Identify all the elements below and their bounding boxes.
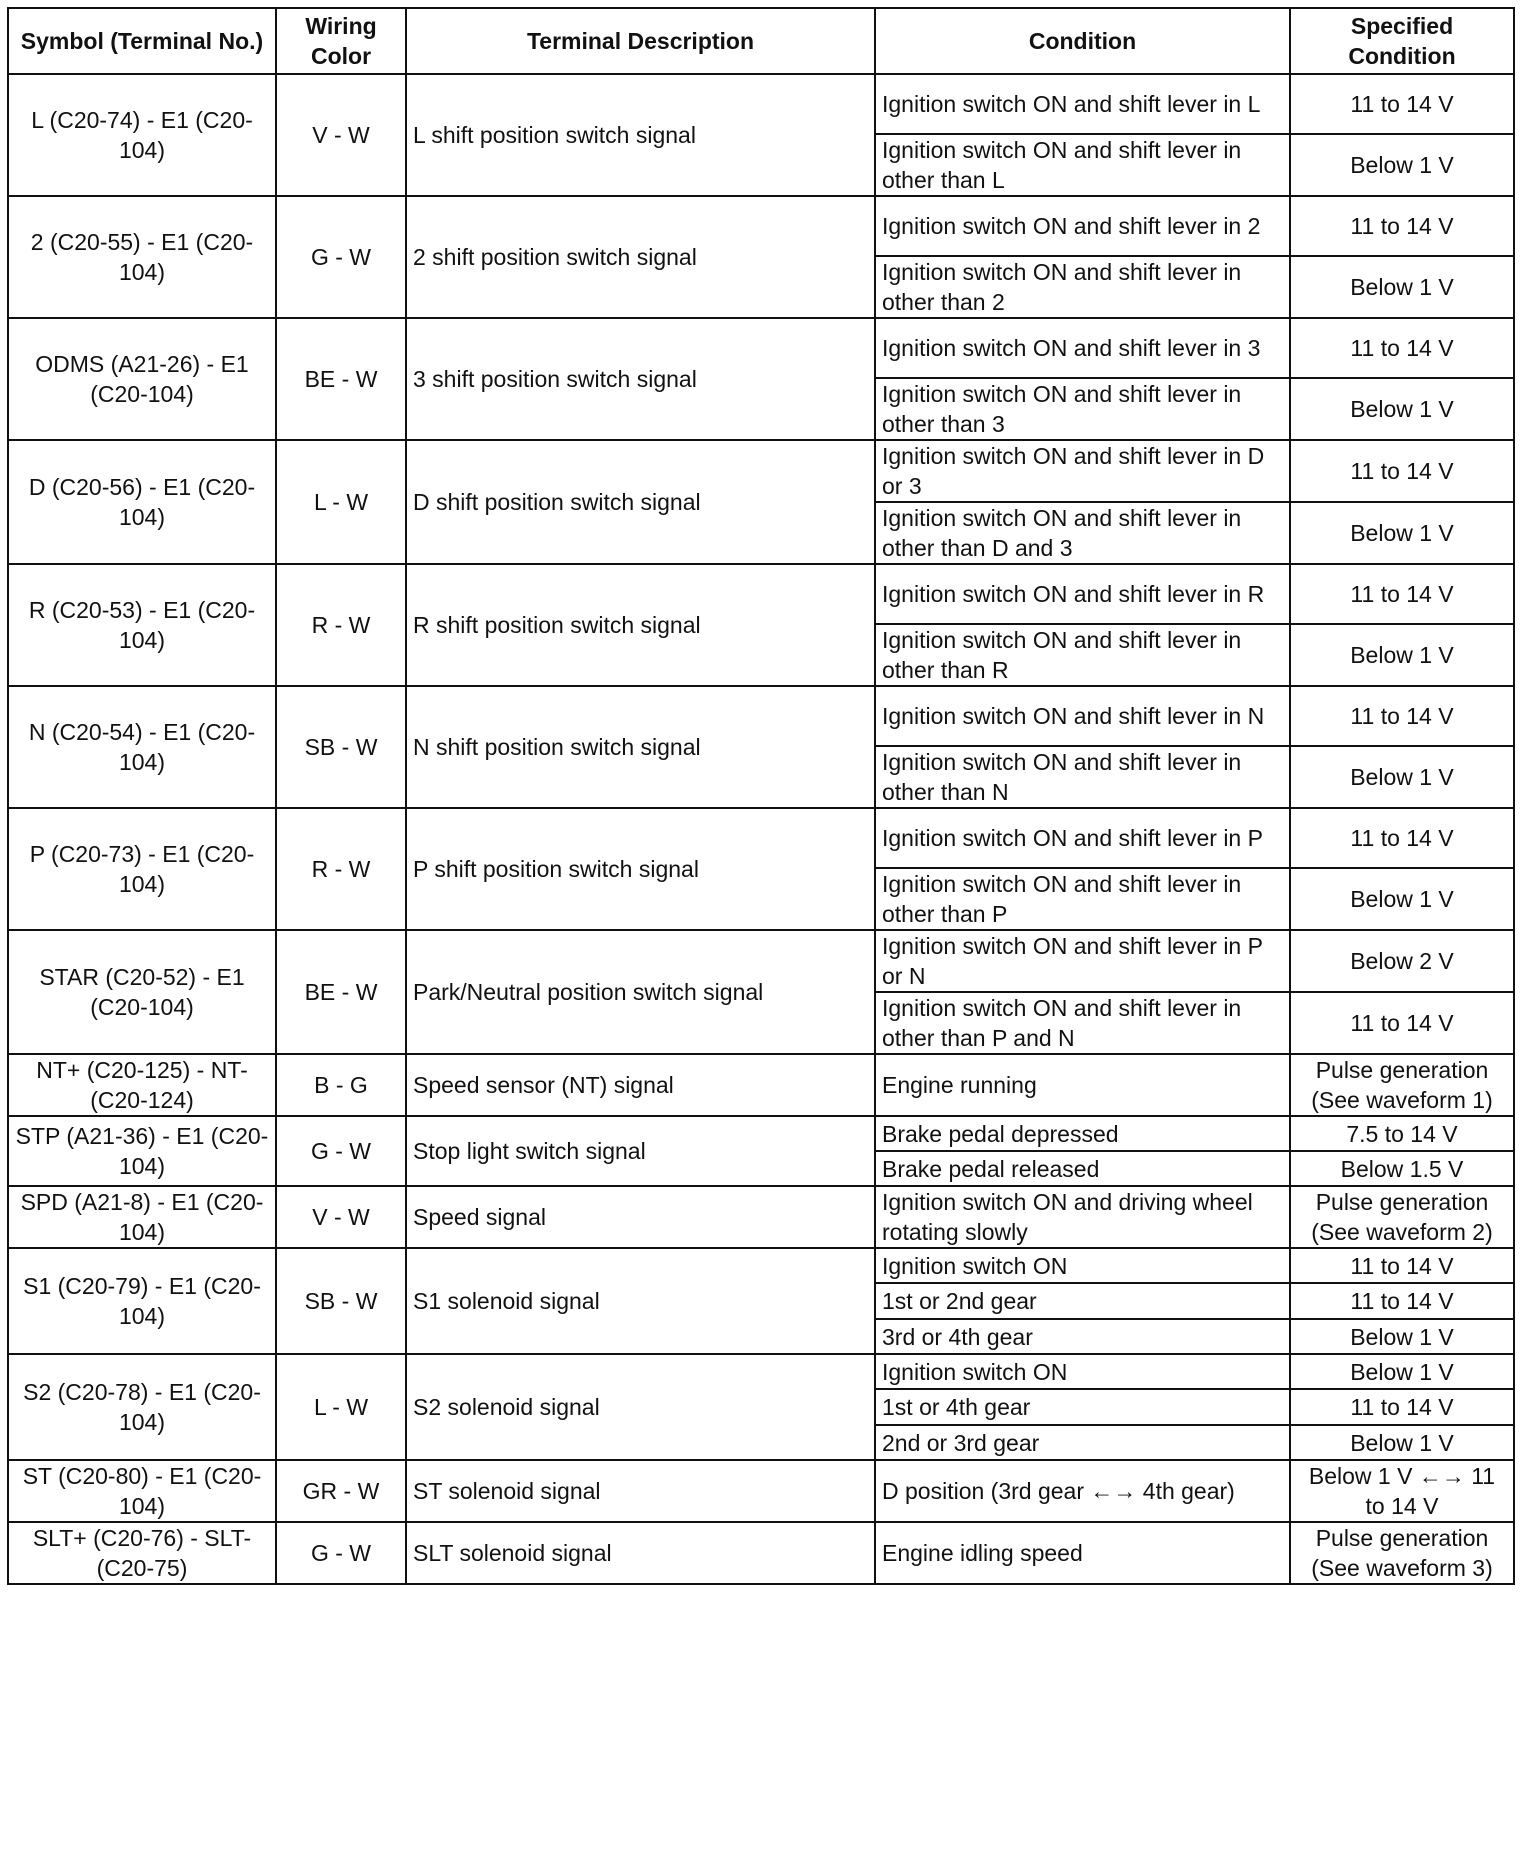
wiring-color-cell: B - G (276, 1054, 406, 1116)
specified-condition-cell: 11 to 14 V (1290, 992, 1514, 1054)
condition-cell: Ignition switch ON and shift lever in N (875, 686, 1290, 746)
table-row (8, 1054, 1514, 1116)
table-row (8, 808, 1514, 868)
symbol-cell: N (C20-54) - E1 (C20-104) (8, 686, 276, 808)
specified-condition-cell: Pulse generation (See waveform 3) (1290, 1522, 1514, 1584)
condition-cell: D position (3rd gear ←→ 4th gear) (875, 1460, 1290, 1522)
specified-condition-cell: Below 2 V (1290, 930, 1514, 992)
condition-cell: Engine idling speed (875, 1522, 1290, 1584)
condition-cell: Ignition switch ON and shift lever in D or 3 (875, 440, 1290, 502)
condition-cell: Brake pedal depressed (875, 1116, 1290, 1151)
specified-condition-cell: 11 to 14 V (1290, 564, 1514, 624)
symbol-cell: STP (A21-36) - E1 (C20-104) (8, 1116, 276, 1186)
specified-condition-cell: Below 1 V (1290, 1319, 1514, 1354)
symbol-cell: ST (C20-80) - E1 (C20-104) (8, 1460, 276, 1522)
specified-condition-cell: 11 to 14 V (1290, 1248, 1514, 1283)
specified-condition-cell: 7.5 to 14 V (1290, 1116, 1514, 1151)
terminal-description-cell: SLT solenoid signal (406, 1522, 875, 1584)
wiring-color-cell: BE - W (276, 930, 406, 1054)
table-body (8, 74, 1514, 1584)
terminal-description-cell: Stop light switch signal (406, 1116, 875, 1186)
specified-condition-cell: Below 1 V ←→ 11 to 14 V (1290, 1460, 1514, 1522)
symbol-cell: ODMS (A21-26) - E1 (C20-104) (8, 318, 276, 440)
wiring-color-cell: SB - W (276, 686, 406, 808)
condition-cell: Ignition switch ON and shift lever in other than P and N (875, 992, 1290, 1054)
terminal-spec-table (7, 7, 1515, 1585)
wiring-color-cell: L - W (276, 1354, 406, 1460)
specified-condition-cell: 11 to 14 V (1290, 686, 1514, 746)
table-row (8, 440, 1514, 502)
symbol-cell: S2 (C20-78) - E1 (C20-104) (8, 1354, 276, 1460)
condition-cell: Ignition switch ON and shift lever in other than D and 3 (875, 502, 1290, 564)
specified-condition-cell: Pulse generation (See waveform 1) (1290, 1054, 1514, 1116)
table-row (8, 318, 1514, 378)
wiring-color-cell: SB - W (276, 1248, 406, 1354)
symbol-cell: D (C20-56) - E1 (C20-104) (8, 440, 276, 564)
wiring-color-cell: R - W (276, 808, 406, 930)
specified-condition-cell: 11 to 14 V (1290, 196, 1514, 256)
symbol-cell: 2 (C20-55) - E1 (C20-104) (8, 196, 276, 318)
symbol-cell: R (C20-53) - E1 (C20-104) (8, 564, 276, 686)
condition-cell: Ignition switch ON and shift lever in other than R (875, 624, 1290, 686)
table-row (8, 686, 1514, 746)
symbol-cell: SLT+ (C20-76) - SLT- (C20-75) (8, 1522, 276, 1584)
specified-condition-cell: Below 1 V (1290, 502, 1514, 564)
condition-cell: 3rd or 4th gear (875, 1319, 1290, 1354)
condition-cell: Engine running (875, 1054, 1290, 1116)
terminal-description-cell: R shift position switch signal (406, 564, 875, 686)
terminal-description-cell: P shift position switch signal (406, 808, 875, 930)
terminal-description-cell: S1 solenoid signal (406, 1248, 875, 1354)
wiring-color-cell: L - W (276, 440, 406, 564)
specified-condition-cell: Below 1 V (1290, 1354, 1514, 1389)
symbol-cell: P (C20-73) - E1 (C20-104) (8, 808, 276, 930)
terminal-description-cell: N shift position switch signal (406, 686, 875, 808)
terminal-description-cell: L shift position switch signal (406, 74, 875, 196)
table-row (8, 1248, 1514, 1283)
specified-condition-cell: Below 1 V (1290, 134, 1514, 196)
wiring-color-cell: G - W (276, 1522, 406, 1584)
wiring-color-cell: R - W (276, 564, 406, 686)
header-wiring-color: Wiring Color (276, 8, 406, 74)
condition-cell: Ignition switch ON and shift lever in 3 (875, 318, 1290, 378)
terminal-description-cell: 2 shift position switch signal (406, 196, 875, 318)
specified-condition-cell: Below 1 V (1290, 1425, 1514, 1460)
wiring-color-cell: V - W (276, 74, 406, 196)
table-row (8, 1116, 1514, 1151)
specified-condition-cell: 11 to 14 V (1290, 808, 1514, 868)
condition-cell: Ignition switch ON and shift lever in 2 (875, 196, 1290, 256)
wiring-color-cell: V - W (276, 1186, 406, 1248)
specified-condition-cell: Pulse generation (See waveform 2) (1290, 1186, 1514, 1248)
condition-cell: Ignition switch ON and shift lever in other than L (875, 134, 1290, 196)
table-row (8, 1354, 1514, 1389)
wiring-color-cell: BE - W (276, 318, 406, 440)
table-row (8, 930, 1514, 992)
condition-cell: Ignition switch ON and shift lever in P (875, 808, 1290, 868)
table-row (8, 564, 1514, 624)
symbol-cell: STAR (C20-52) - E1 (C20-104) (8, 930, 276, 1054)
condition-cell: Ignition switch ON and driving wheel rotating slowly (875, 1186, 1290, 1248)
wiring-color-cell: G - W (276, 196, 406, 318)
wiring-color-cell: GR - W (276, 1460, 406, 1522)
table-row (8, 1522, 1514, 1584)
symbol-cell: L (C20-74) - E1 (C20-104) (8, 74, 276, 196)
specified-condition-cell: 11 to 14 V (1290, 74, 1514, 134)
condition-cell: 1st or 4th gear (875, 1389, 1290, 1425)
terminal-description-cell: D shift position switch signal (406, 440, 875, 564)
table-row (8, 1186, 1514, 1248)
specified-condition-cell: Below 1 V (1290, 256, 1514, 318)
terminal-description-cell: Speed sensor (NT) signal (406, 1054, 875, 1116)
specified-condition-cell: 11 to 14 V (1290, 440, 1514, 502)
condition-cell: Ignition switch ON and shift lever in other than N (875, 746, 1290, 808)
terminal-description-cell: S2 solenoid signal (406, 1354, 875, 1460)
wiring-color-cell: G - W (276, 1116, 406, 1186)
specified-condition-cell: Below 1 V (1290, 624, 1514, 686)
specified-condition-cell: Below 1 V (1290, 868, 1514, 930)
table-row (8, 196, 1514, 256)
specified-condition-cell: Below 1.5 V (1290, 1151, 1514, 1186)
symbol-cell: S1 (C20-79) - E1 (C20-104) (8, 1248, 276, 1354)
specified-condition-cell: 11 to 14 V (1290, 1389, 1514, 1425)
condition-cell: Ignition switch ON (875, 1248, 1290, 1283)
condition-cell: 2nd or 3rd gear (875, 1425, 1290, 1460)
condition-cell: Ignition switch ON (875, 1354, 1290, 1389)
header-specified-condition: Specified Condition (1290, 8, 1514, 74)
terminal-description-cell: Speed signal (406, 1186, 875, 1248)
specified-condition-cell: Below 1 V (1290, 746, 1514, 808)
condition-cell: Ignition switch ON and shift lever in other than 2 (875, 256, 1290, 318)
specified-condition-cell: Below 1 V (1290, 378, 1514, 440)
table-row (8, 1460, 1514, 1522)
condition-cell: Ignition switch ON and shift lever in L (875, 74, 1290, 134)
terminal-description-cell: 3 shift position switch signal (406, 318, 875, 440)
table-row (8, 74, 1514, 134)
symbol-cell: SPD (A21-8) - E1 (C20-104) (8, 1186, 276, 1248)
condition-cell: Ignition switch ON and shift lever in other than P (875, 868, 1290, 930)
condition-cell: 1st or 2nd gear (875, 1283, 1290, 1319)
condition-cell: Ignition switch ON and shift lever in P or N (875, 930, 1290, 992)
condition-cell: Ignition switch ON and shift lever in other than 3 (875, 378, 1290, 440)
condition-cell: Ignition switch ON and shift lever in R (875, 564, 1290, 624)
condition-cell: Brake pedal released (875, 1151, 1290, 1186)
specified-condition-cell: 11 to 14 V (1290, 318, 1514, 378)
header-row (8, 8, 1514, 74)
header-terminal-description: Terminal Description (406, 8, 875, 74)
symbol-cell: NT+ (C20-125) - NT- (C20-124) (8, 1054, 276, 1116)
header-symbol: Symbol (Terminal No.) (8, 8, 276, 74)
header-condition: Condition (875, 8, 1290, 74)
terminal-description-cell: Park/Neutral position switch signal (406, 930, 875, 1054)
terminal-description-cell: ST solenoid signal (406, 1460, 875, 1522)
specified-condition-cell: 11 to 14 V (1290, 1283, 1514, 1319)
